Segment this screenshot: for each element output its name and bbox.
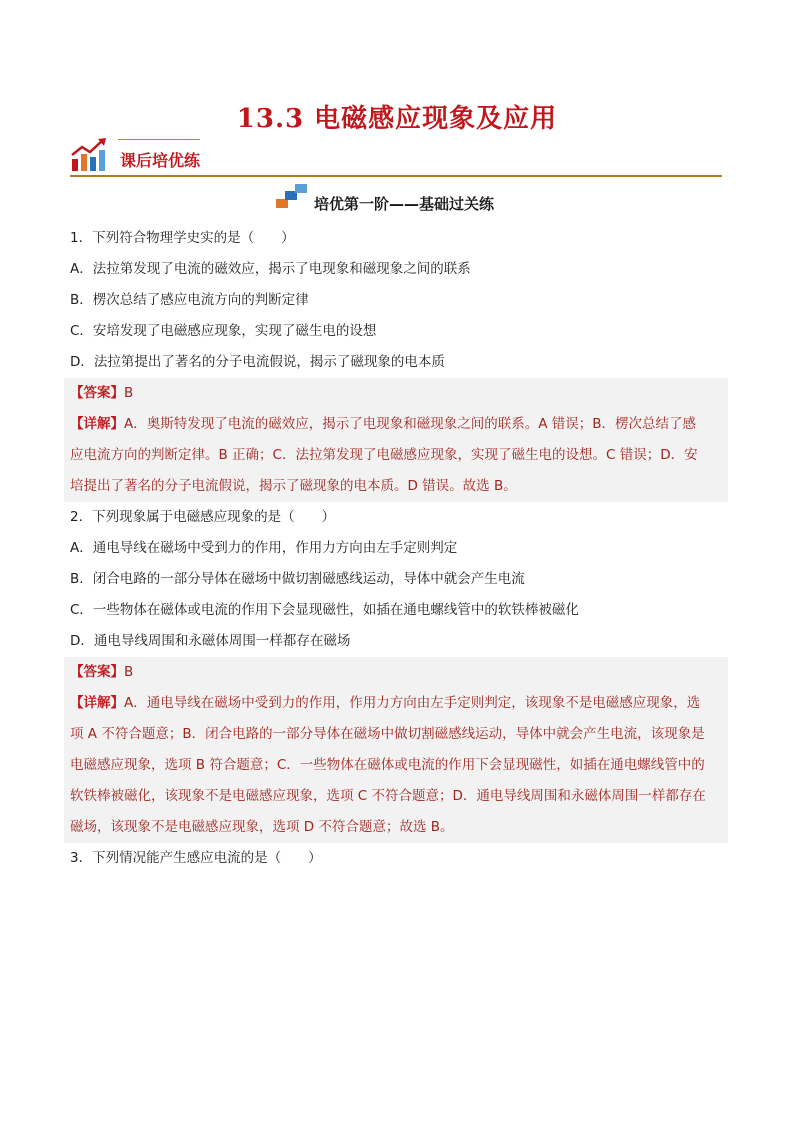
option-d: D．法拉第提出了著名的分子电流假说，揭示了磁现象的电本质 — [70, 354, 445, 370]
detail-line: 磁场，该现象不是电磁感应现象，选项 D 不符合题意；故选 B。 — [70, 819, 454, 835]
question-1 — [70, 223, 722, 502]
header-top-rule — [118, 139, 200, 140]
answer-tag: 【答案】 — [70, 664, 124, 680]
option-a: A．通电导线在磁场中受到力的作用，作用力方向由左手定则判定 — [70, 540, 458, 556]
detail-line: 应电流方向的判断定律。B 正确；C．法拉第发现了电磁感应现象，实现了磁生电的设想。C 错误；D．安 — [70, 447, 698, 463]
question-list — [70, 223, 722, 874]
detail-line: 电磁感应现象，选项 B 符合题意；C．一些物体在磁体或电流的作用下会显现磁性，如插在通电螺线管中的 — [70, 757, 705, 773]
answer-line — [70, 657, 722, 688]
answer-box — [64, 657, 728, 843]
option-c: C．安培发现了电磁感应现象，实现了磁生电的设想 — [70, 323, 377, 339]
answer-value: B — [124, 664, 134, 680]
detail-text: A．通电导线在磁场中受到力的作用，作用力方向由左手定则判定，该现象不是电磁感应现象，选 — [124, 695, 701, 711]
stairs-icon — [276, 183, 310, 209]
question-3 — [70, 843, 722, 874]
detail-text: A．奥斯特发现了电流的磁效应，揭示了电现象和磁现象之间的联系。A 错误；B．楞次总结了感 — [124, 416, 697, 432]
answer-value: B — [124, 385, 134, 401]
option-d: D．通电导线周围和永磁体周围一样都存在磁场 — [70, 633, 351, 649]
detail-tag: 【详解】 — [70, 695, 124, 711]
detail-line: 软铁棒被磁化，该现象不是电磁感应现象，选项 C 不符合题意；D．通电导线周围和永磁体周围一样都存在 — [70, 788, 706, 804]
question-stem: 1．下列符合物理学史实的是（ ） — [70, 230, 295, 246]
stage-title: 培优第一阶——基础过关练 — [314, 195, 495, 213]
question-2 — [70, 502, 722, 843]
answer-box — [64, 378, 728, 502]
option-b: B．闭合电路的一部分导体在磁场中做切割磁感线运动，导体中就会产生电流 — [70, 571, 525, 587]
detail-line: 项 A 不符合题意；B．闭合电路的一部分导体在磁场中做切割磁感线运动，导体中就会产生电流，该现象是 — [70, 726, 705, 742]
section-label: 课后培优练 — [120, 151, 201, 170]
detail-line — [70, 688, 722, 719]
option-a: A．法拉第发现了电流的磁效应，揭示了电现象和磁现象之间的联系 — [70, 261, 471, 277]
question-stem: 3．下列情况能产生感应电流的是（ ） — [70, 850, 322, 866]
detail-tag: 【详解】 — [70, 416, 124, 432]
page-title: 13.3 电磁感应现象及应用 — [236, 104, 558, 134]
header-rule — [70, 175, 722, 177]
question-stem: 2．下列现象属于电磁感应现象的是（ ） — [70, 509, 336, 525]
option-c: C．一些物体在磁体或电流的作用下会显现磁性，如插在通电螺线管中的软铁棒被磁化 — [70, 602, 579, 618]
option-b: B．楞次总结了感应电流方向的判断定律 — [70, 292, 309, 308]
answer-tag: 【答案】 — [70, 385, 124, 401]
rising-chart-icon — [70, 137, 108, 173]
detail-line — [70, 409, 722, 440]
answer-line — [70, 378, 722, 409]
detail-line: 培提出了著名的分子电流假说，揭示了磁现象的电本质。D 错误。故选 B。 — [70, 478, 517, 494]
